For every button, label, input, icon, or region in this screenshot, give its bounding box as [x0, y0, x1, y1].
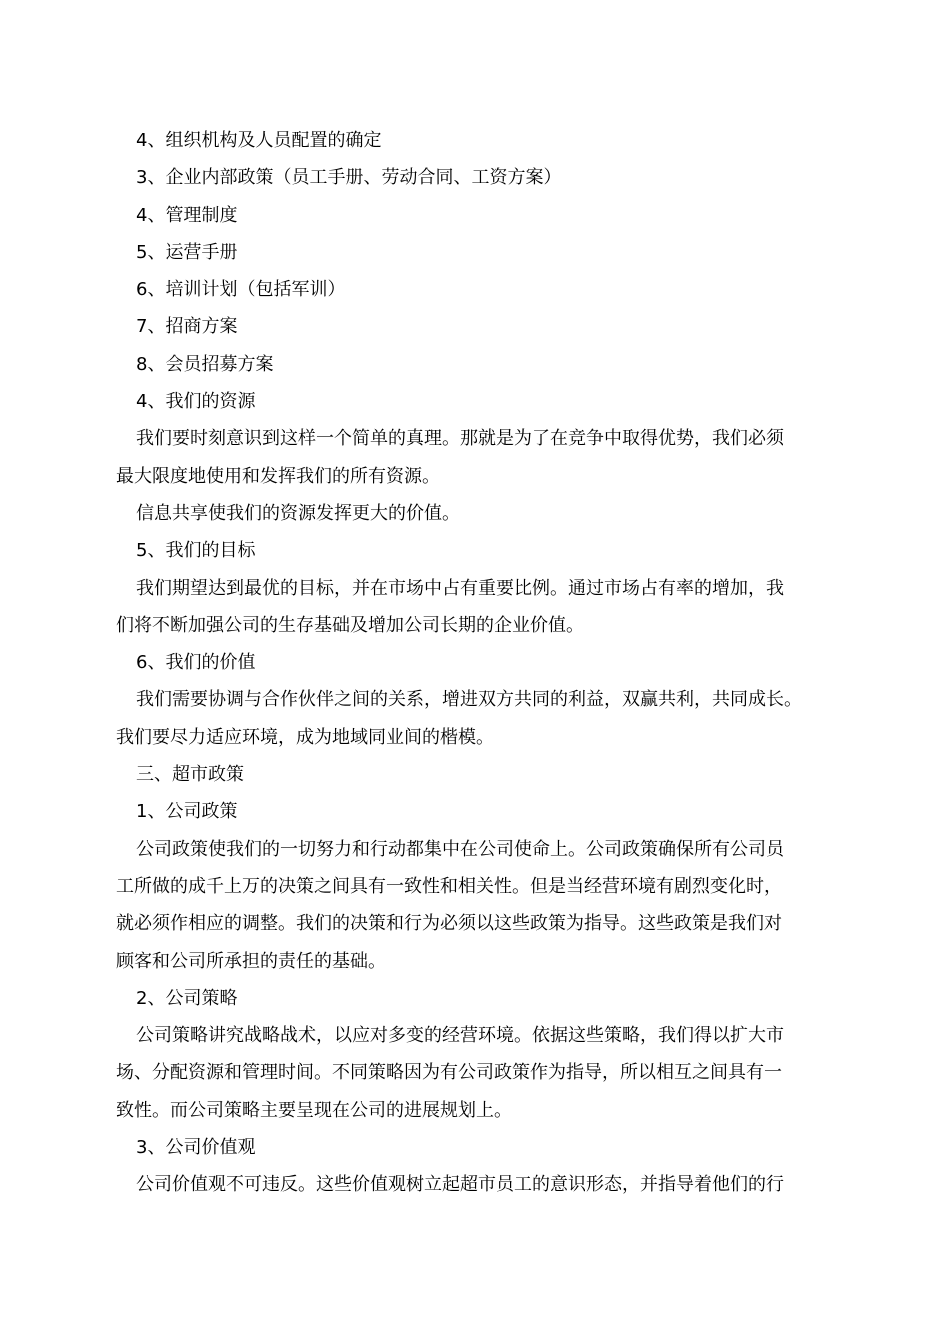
section-heading: 三、超市政策 — [136, 764, 244, 786]
section-heading: 2、公司策略 — [136, 987, 238, 1009]
paragraph-line: 公司政策使我们的一切努力和行动都集中在公司使命上。公司政策确保所有公司员 — [136, 838, 784, 860]
text-line: 6、培训计划（包括军训） — [136, 279, 346, 301]
paragraph-line: 工所做的成千上万的决策之间具有一致性和相关性。但是当经营环境有剧烈变化时， — [116, 875, 782, 897]
section-heading: 5、我们的目标 — [136, 540, 256, 562]
text-line: 3、企业内部政策（员工手册、劳动合同、工资方案） — [136, 167, 562, 189]
text-line: 8、会员招募方案 — [136, 353, 274, 375]
paragraph-line: 信息共享使我们的资源发挥更大的价值。 — [136, 502, 460, 524]
paragraph-line: 场、分配资源和管理时间。不同策略因为有公司政策作为指导，所以相互之间具有一 — [116, 1062, 782, 1084]
paragraph-line: 我们要时刻意识到这样一个简单的真理。那就是为了在竞争中取得优势，我们必须 — [136, 428, 784, 450]
paragraph-line: 公司策略讲究战略战术，以应对多变的经营环境。依据这些策略，我们得以扩大市 — [136, 1025, 784, 1047]
text-line: 7、招商方案 — [136, 316, 238, 338]
document-body — [116, 122, 850, 1204]
text-line: 5、运营手册 — [136, 241, 238, 263]
section-heading: 6、我们的价值 — [136, 652, 256, 674]
section-heading: 4、我们的资源 — [136, 391, 256, 413]
section-heading: 3、公司价值观 — [136, 1137, 256, 1159]
text-line: 4、组织机构及人员配置的确定 — [136, 130, 382, 151]
paragraph-line: 们将不断加强公司的生存基础及增加公司长期的企业价值。 — [116, 614, 584, 636]
text-line: 4、管理制度 — [136, 204, 238, 226]
paragraph-line: 顾客和公司所承担的责任的基础。 — [116, 950, 386, 972]
paragraph-line: 公司价值观不可违反。这些价值观树立起超市员工的意识形态，并指导着他们的行 — [136, 1174, 784, 1196]
paragraph-line: 我们期望达到最优的目标，并在市场中占有重要比例。通过市场占有率的增加，我 — [136, 577, 784, 599]
paragraph-line: 致性。而公司策略主要呈现在公司的进展规划上。 — [116, 1099, 512, 1121]
paragraph-line: 我们要尽力适应环境，成为地域同业间的楷模。 — [116, 726, 494, 748]
paragraph-line: 我们需要协调与合作伙伴之间的关系，增进双方共同的利益，双赢共利，共同成长。 — [136, 689, 802, 711]
paragraph-line: 就必须作相应的调整。我们的决策和行为必须以这些政策为指导。这些政策是我们对 — [116, 913, 782, 935]
section-heading: 1、公司政策 — [136, 801, 238, 823]
paragraph-line: 最大限度地使用和发挥我们的所有资源。 — [116, 465, 440, 487]
